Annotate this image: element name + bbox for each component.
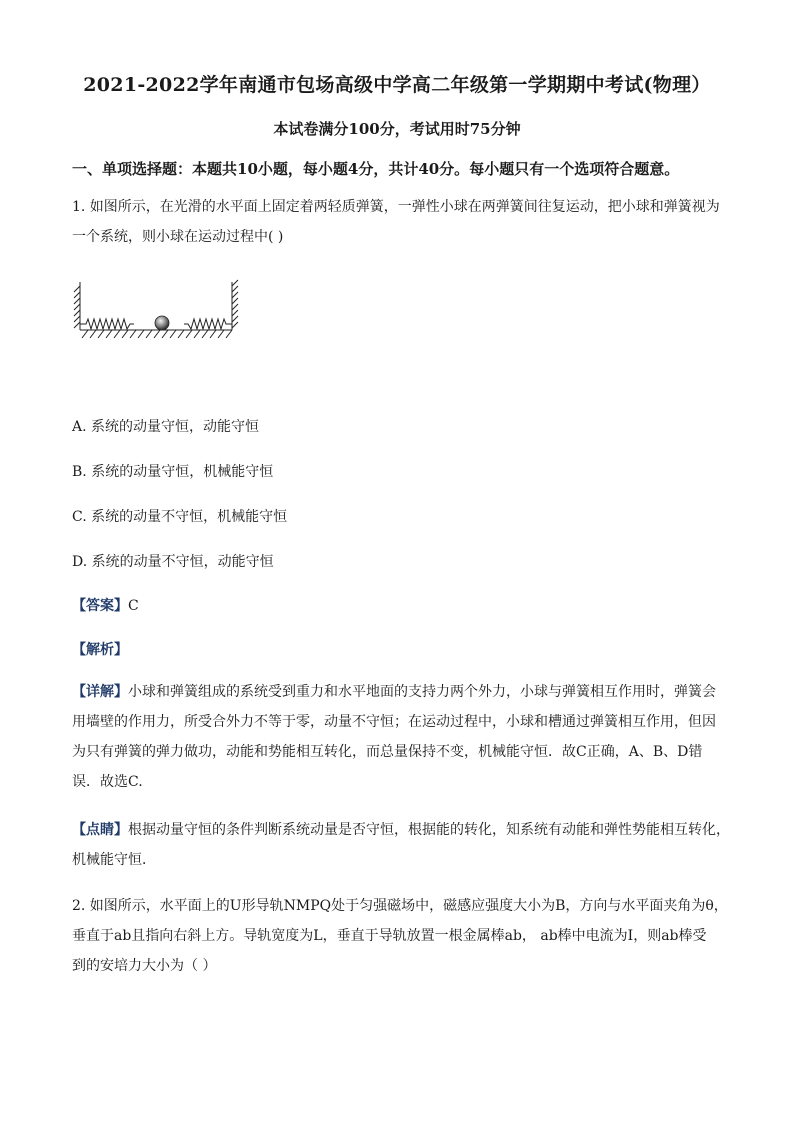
- detail-line: 【详解】小球和弹簧组成的系统受到重力和水平地面的支持力两个外力，小球与弹簧相互作用时，弹簧会: [72, 684, 716, 700]
- q1-detail: [72, 677, 732, 797]
- floor-hatch: [82, 330, 232, 338]
- detail-label: 【详解】: [72, 684, 128, 700]
- q1-option-a: A. 系统的动量守恒，动能守恒: [72, 419, 260, 435]
- q2-stem-line: 2. 如图所示，水平面上的U形导轨NMPQ处于匀强磁场中，磁感应强度大小为B，方向与水平面夹角为θ，: [72, 898, 728, 914]
- comment-label: 【点睛】: [72, 822, 128, 838]
- analysis-label: 【解析】: [72, 642, 128, 658]
- q1-analysis: [72, 639, 128, 659]
- left-spring: [80, 319, 134, 329]
- detail-line: 用墙壁的作用力，所受合外力不等于零，动量不守恒；在运动过程中，小球和槽通过弹簧相互作用，但因: [72, 714, 716, 730]
- comment-line: 机械能守恒．: [72, 852, 156, 868]
- exam-subtitle: 本试卷满分100分，考试用时75分钟: [273, 120, 521, 138]
- ball: [155, 316, 169, 330]
- q1-stem-line: 1. 如图所示，在光滑的水平面上固定着两轻质弹簧，一弹性小球在两弹簧间往复运动，把小球和弹簧视为: [72, 199, 720, 215]
- exam-title: 2021-2022学年南通市包场高级中学高二年级第一学期期中考试(物理）: [83, 74, 711, 96]
- q1-answer: [72, 595, 139, 615]
- q1-option-d: D. 系统的动量不守恒，动能守恒: [72, 554, 274, 570]
- right-spring: [184, 319, 232, 329]
- q1-stem: [72, 192, 732, 252]
- q1-option-b: B. 系统的动量守恒，机械能守恒: [72, 464, 274, 480]
- q1-stem-line: 一个系统，则小球在运动过程中( ): [72, 229, 284, 245]
- detail-line: 误．故选C.: [72, 774, 143, 790]
- left-wall-hatch: [74, 286, 80, 328]
- q1-option-c: C. 系统的动量不守恒，机械能守恒: [72, 509, 288, 525]
- q1-comment: [72, 815, 732, 875]
- q2-stem-line: 到的安培力大小为（ ）: [72, 958, 217, 974]
- section-heading: 一、单项选择题：本题共10小题，每小题4分，共计40分。每小题只有一个选项符合题意。: [72, 160, 680, 178]
- answer-value: C: [128, 598, 139, 614]
- answer-label: 【答案】: [72, 598, 128, 614]
- comment-line: 【点睛】根据动量守恒的条件判断系统动量是否守恒，根据能的转化，知系统有动能和弹性势能相互转化，: [72, 822, 730, 838]
- spring-ball-figure: [72, 278, 252, 344]
- right-wall-hatch: [232, 280, 238, 328]
- detail-line: 为只有弹簧的弹力做功，动能和势能相互转化，而总量保持不变，机械能守恒．故C正确，A、B、D错: [72, 744, 703, 760]
- q2-stem: [72, 891, 732, 981]
- q2-stem-line: 垂直于ab且指向右斜上方。导轨宽度为L，垂直于导轨放置一根金属棒ab， ab棒中电流为I，则ab棒受: [72, 928, 707, 944]
